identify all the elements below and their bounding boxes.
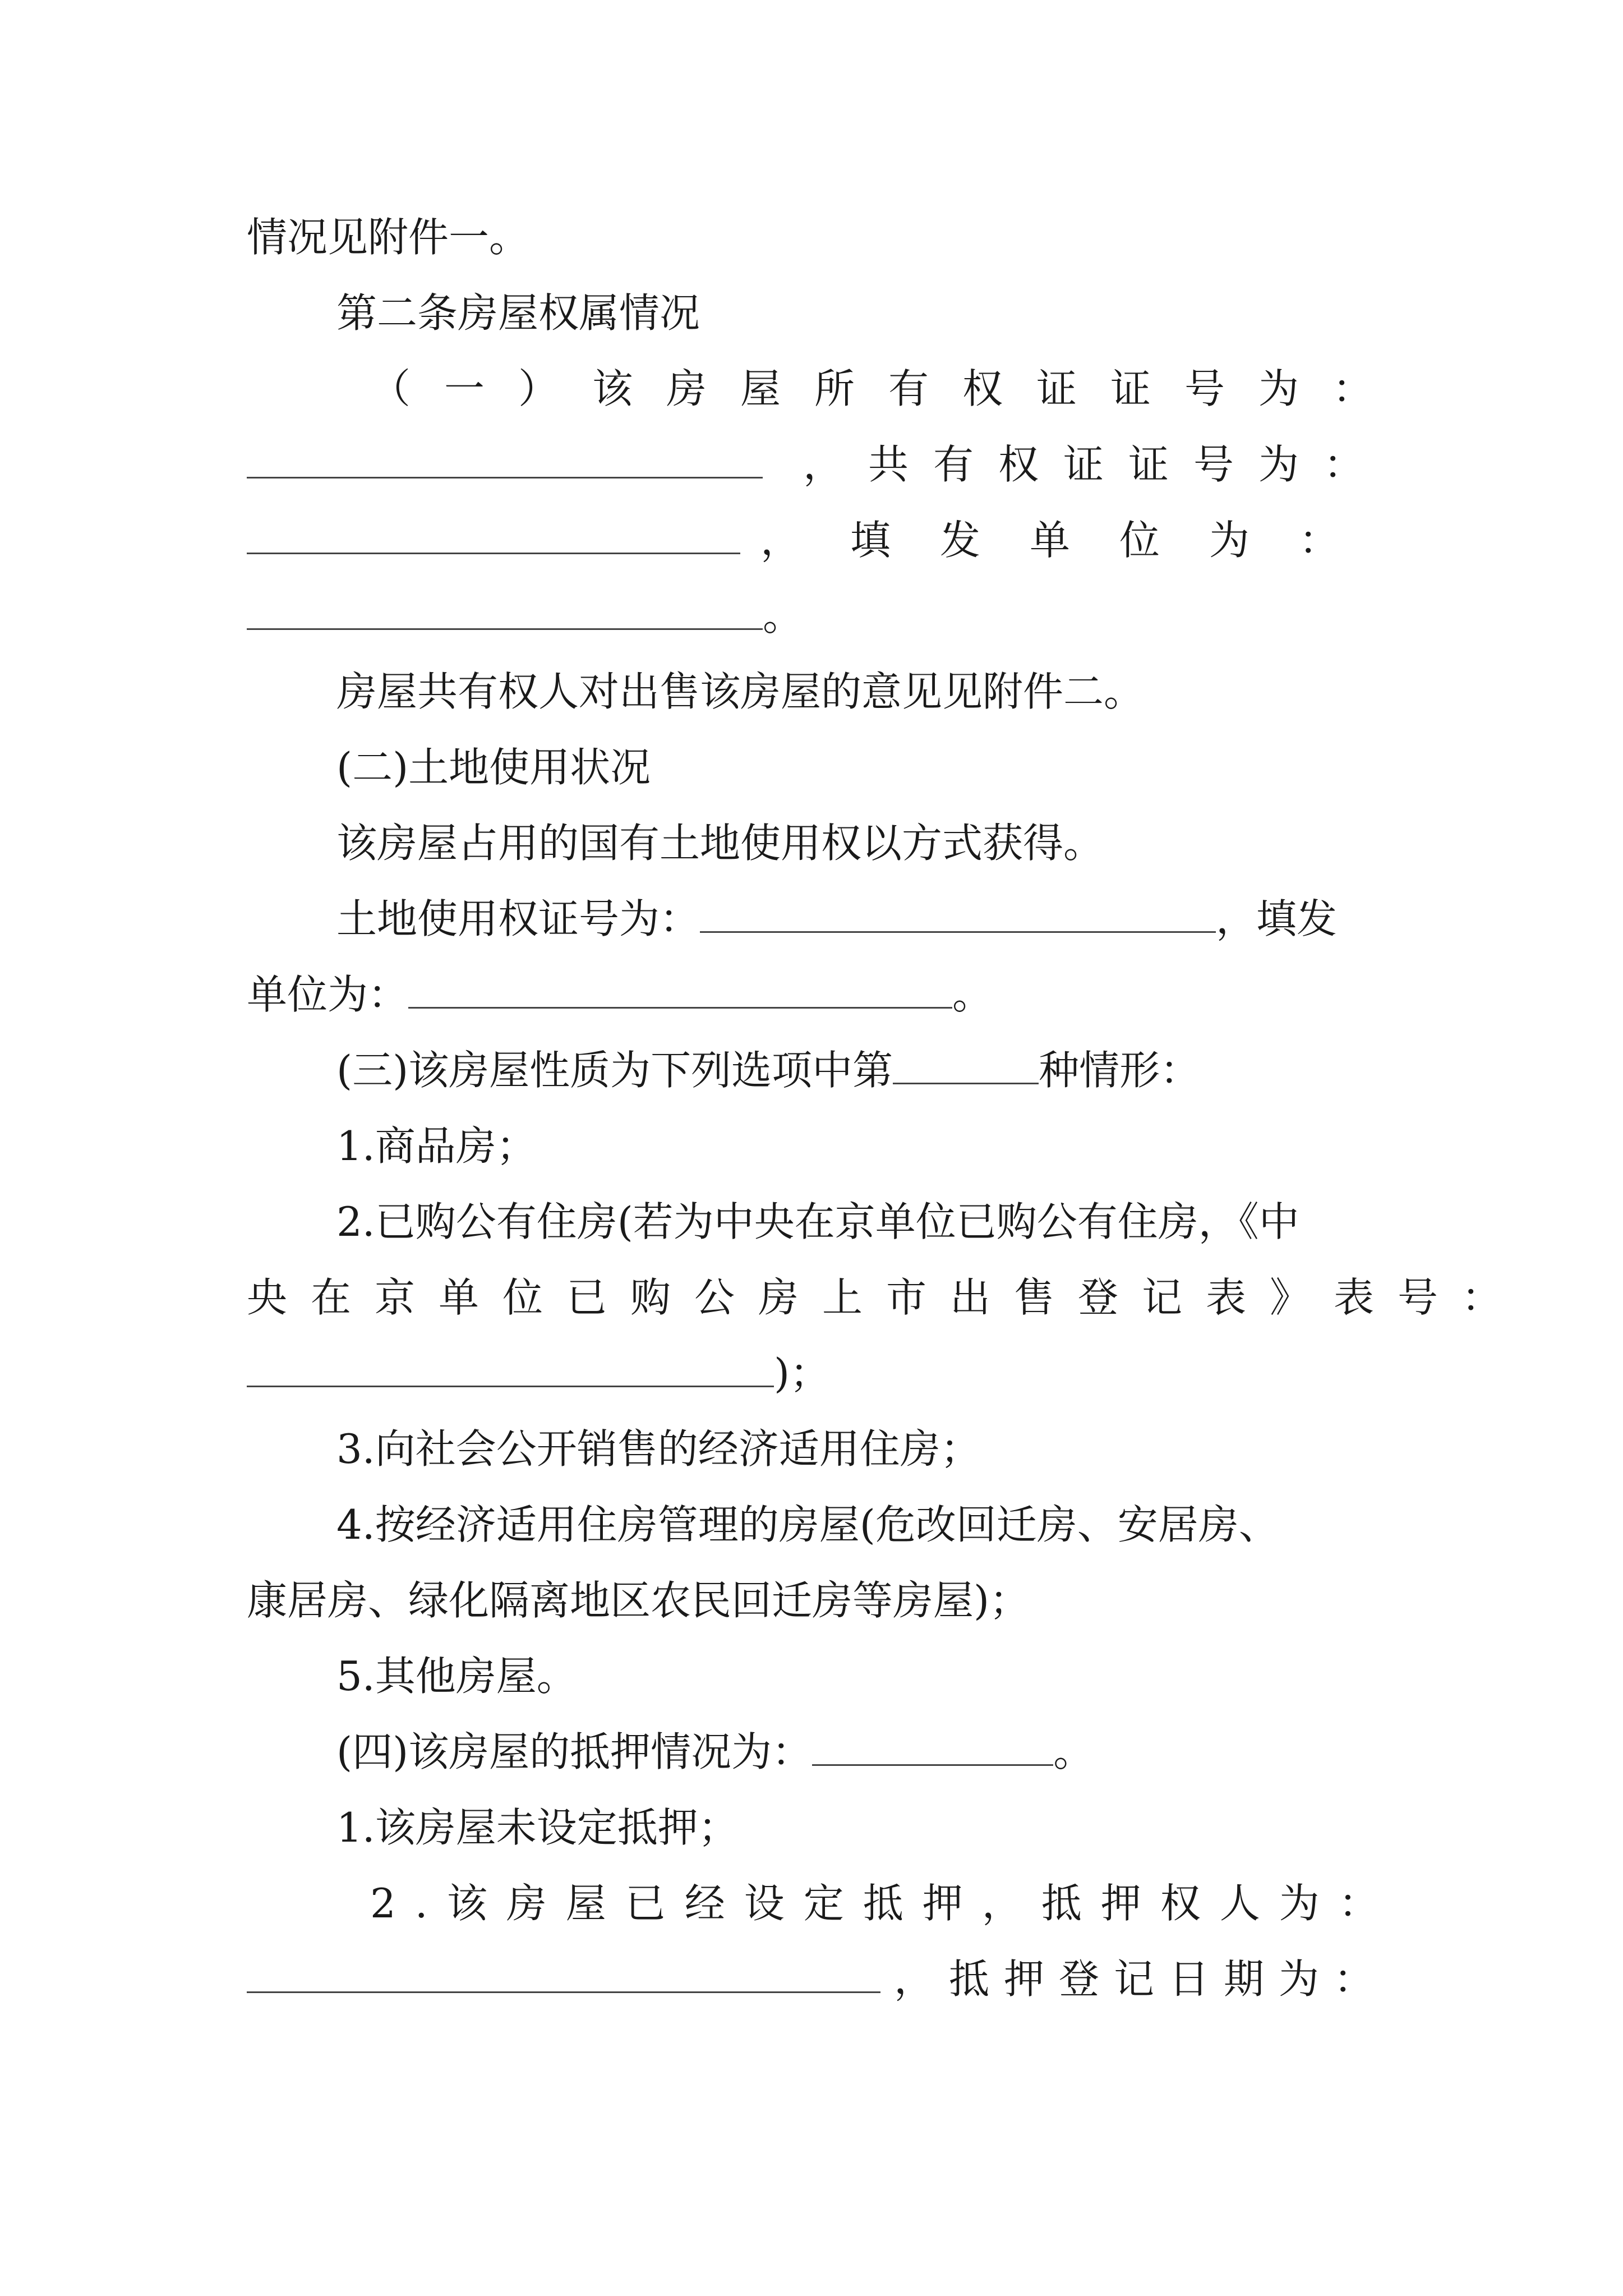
text-line: 康居房、绿化隔离地区农民回迁房等房屋)； — [247, 1577, 1030, 1624]
blank-field[interactable] — [893, 1043, 1039, 1084]
text-segment: 央在京单位已购公房上市出售登记表》表号： — [247, 1274, 1526, 1321]
text-segment: (四)该房屋的抵押情况为： — [336, 1728, 813, 1775]
text-line-justified — [247, 513, 1389, 567]
text-segment: 种情形： — [1039, 1047, 1201, 1094]
text-segment: 土地使用权证号为： — [336, 895, 700, 942]
subsection-heading: (二)土地使用状况 — [336, 744, 651, 791]
list-item: 1.商品房； — [336, 1122, 537, 1170]
list-item: 4.按经济适用住房管理的房屋(危改回迁房、安居房、 — [336, 1501, 1279, 1548]
char-group: （一）该房屋所有权证证号为： — [370, 365, 1407, 412]
text-segment: 。 — [763, 592, 804, 639]
text-segment: (三)该房屋性质为下列选项中第 — [336, 1047, 893, 1094]
text-line: 房屋共有权人对出售该房屋的意见见附件二。 — [336, 668, 1145, 715]
spread-text — [370, 362, 1407, 416]
blank-field[interactable] — [247, 513, 740, 554]
list-item: 5.其他房屋。 — [336, 1653, 577, 1700]
text-line: 该房屋占用的国有土地使用权以方式获得。 — [336, 820, 1104, 867]
text-segment: 。 — [952, 971, 993, 1018]
text-segment: ，抵押登记日期为： — [893, 1955, 1389, 2003]
text-segment: 单位为： — [247, 971, 409, 1018]
text-line-justified — [247, 1952, 1389, 2006]
text-line-justified — [247, 438, 1389, 491]
blank-field[interactable] — [247, 1346, 774, 1387]
subsection-heading — [336, 1725, 1389, 1779]
text-segment: 。 — [1053, 1728, 1094, 1775]
section-heading: 第二条房屋权属情况 — [336, 289, 700, 337]
blank-field[interactable] — [247, 1952, 880, 1993]
text-line: 情况见附件一。 — [247, 214, 530, 261]
text-line-justified — [247, 1271, 1526, 1324]
list-item-justified — [370, 1876, 1398, 1930]
list-item: 2.已购公有住房(若为中央在京单位已购公有住房，《中 — [336, 1198, 1299, 1245]
blank-field[interactable] — [700, 892, 1216, 933]
blank-field[interactable] — [408, 968, 952, 1009]
list-item: 3.向社会公开销售的经济适用住房； — [336, 1425, 981, 1473]
text-line — [336, 1043, 1389, 1097]
text-segment: 2.该房屋已经设定抵押，抵押权人为： — [370, 1880, 1398, 1927]
text-segment: ，共有权证证号为： — [803, 441, 1389, 488]
text-line — [336, 892, 1389, 946]
text-segment: ，填发单位为： — [760, 517, 1389, 564]
text-segment: ，填发 — [1216, 895, 1338, 942]
text-segment: )； — [774, 1350, 831, 1397]
text-line-justified — [370, 362, 1407, 416]
blank-field[interactable] — [247, 589, 763, 630]
list-item: 1.该房屋未设定抵押； — [336, 1804, 739, 1851]
blank-field[interactable] — [812, 1725, 1053, 1766]
text-line — [247, 1346, 1389, 1400]
text-line — [247, 968, 1389, 1022]
blank-field[interactable] — [247, 438, 763, 478]
text-line — [247, 589, 1389, 643]
